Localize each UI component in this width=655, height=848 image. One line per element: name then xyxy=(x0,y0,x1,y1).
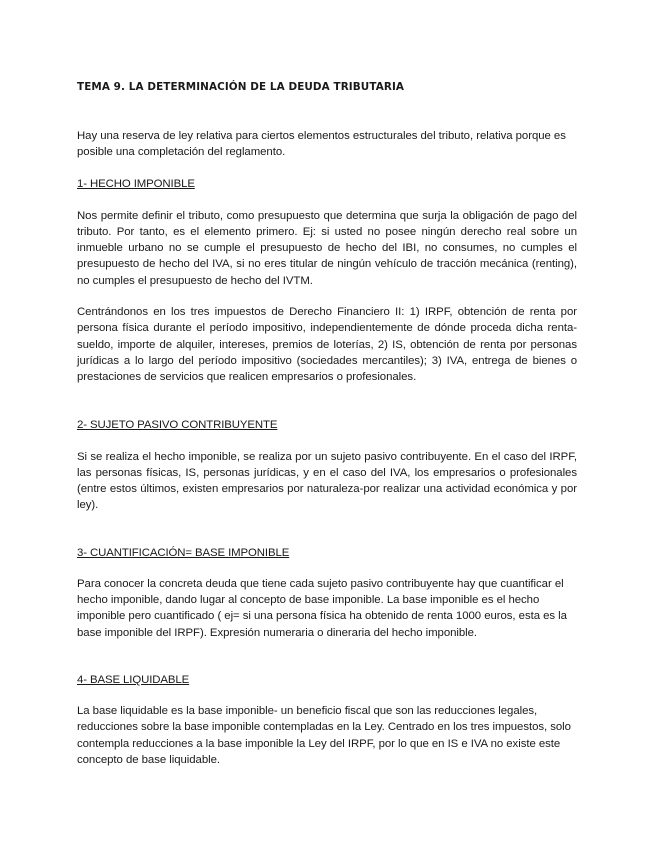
intro-paragraph: Hay una reserva de ley relativa para ciertos elementos estructurales del tributo, relativa porque es posible una completación del reglamento. xyxy=(77,130,566,159)
document-page xyxy=(77,80,577,768)
section-paragraph: Si se realiza el hecho imponible, se realiza por un sujeto pasivo contribuyente. En el caso del IRPF, las personas físicas, IS, personas jurídicas, y en el caso del IVA, los empresarios o profesionales (entre estos últimos, existen empresarios por naturaleza-por realizar una actividad económica y por ley). xyxy=(77,450,577,512)
section-paragraph: La base liquidable es la base imponible- un beneficio fiscal que son las reducciones legales, reducciones sobre la base imponible contempladas en la Ley. Centrado en los tres impuestos, solo contempla reducciones a la base imponible la Ley del IRPF, por lo que en IS e IVA no existe este concepto de base liquidable. xyxy=(77,704,571,766)
section-heading-hecho-imponible: 1- HECHO IMPONIBLE xyxy=(77,177,195,190)
section-paragraph: Para conocer la concreta deuda que tiene cada sujeto pasivo contribuyente hay que cuantificar el hecho imponible, dando lugar al concepto de base imponible. La base imponible es el hecho imponible pero cuantificado ( ej= si una persona física ha obtenido de renta 1000 euros, esta es la base imponible del IRPF). Expresión numeraria o dineraria del hecho imponible. xyxy=(77,577,567,639)
section-heading-base-imponible: 3- CUANTIFICACIÓN= BASE IMPONIBLE xyxy=(77,546,290,559)
section-heading-base-liquidable: 4- BASE LIQUIDABLE xyxy=(77,673,190,686)
section-paragraph: Nos permite definir el tributo, como presupuesto que determina que surja la obligación de pago del tributo. Por tanto, es el elemento primero. Ej: si usted no posee ningún derecho real sobre un inmueble urbano no se cumple el presupuesto de hecho del IBI, no consumes, no cumples el presupuesto de hecho del IVA, si no eres titular de ningún vehículo de tracción mecánica (renting), no cumples el presupuesto de hecho del IVTM. xyxy=(77,209,577,287)
section-paragraph: Centrándonos en los tres impuestos de Derecho Financiero II: 1) IRPF, obtención de renta por persona física durante el período impositivo, independientemente de dónde proceda dicha renta- sueldo, importe de alquiler, intereses, premios de loterías, 2) IS, obtención de renta por personas jurídicas a lo largo del período impositivo (sociedades mercantiles); 3) IVA, entrega de bienes o prestaciones de servicios que realicen empresarios o profesionales. xyxy=(77,306,577,384)
section-heading-sujeto-pasivo: 2- SUJETO PASIVO CONTRIBUYENTE xyxy=(77,418,278,431)
document-title: TEMA 9. LA DETERMINACIÓN DE LA DEUDA TRIBUTARIA xyxy=(77,81,405,93)
